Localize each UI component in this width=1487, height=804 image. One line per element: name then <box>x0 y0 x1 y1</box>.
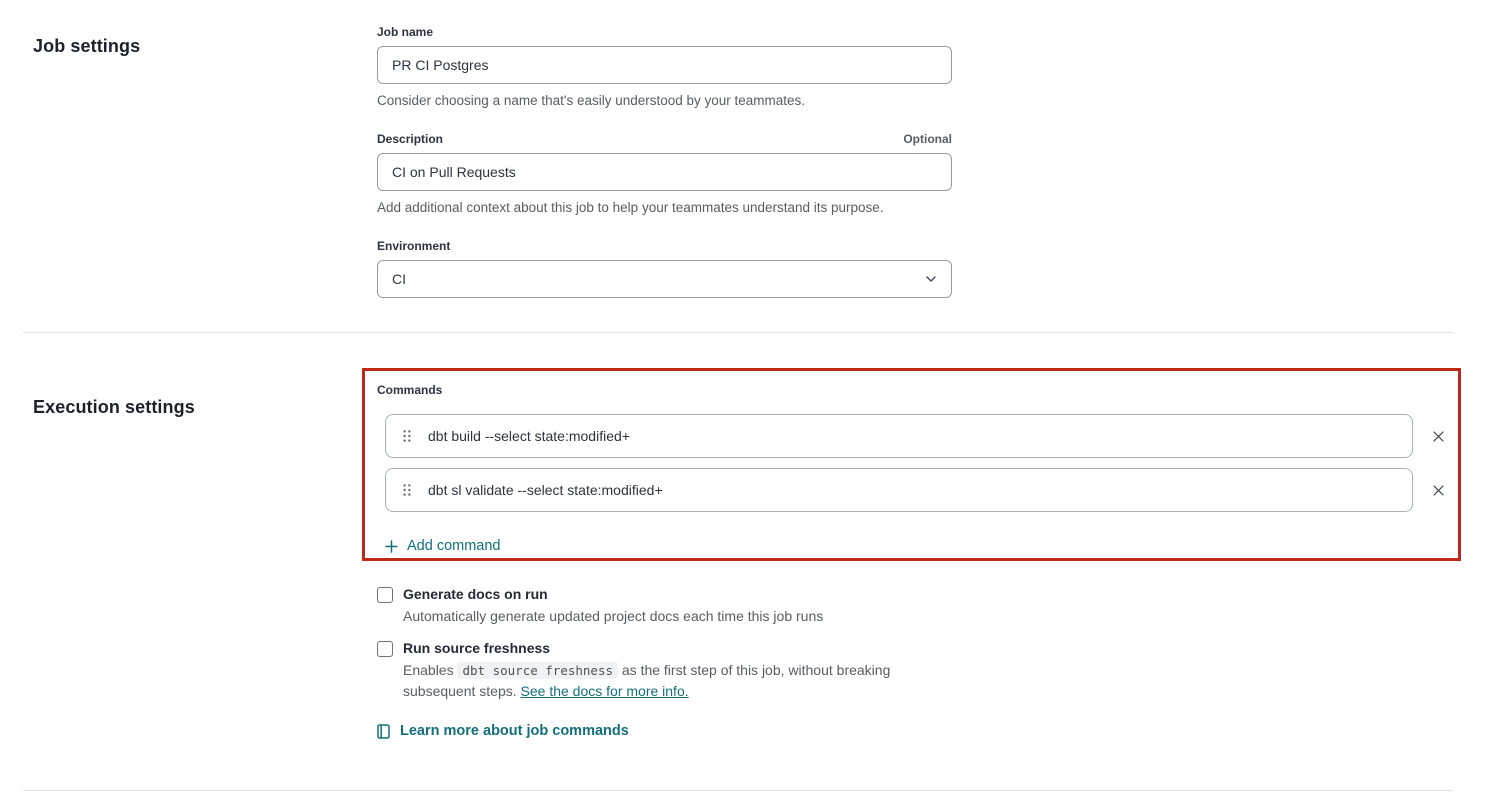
commands-highlight-box <box>362 368 1461 561</box>
description-field-group <box>377 132 952 217</box>
learn-more-link[interactable] <box>377 723 629 739</box>
command-row <box>385 414 1458 458</box>
book-icon <box>377 724 390 739</box>
add-command-label: Add command <box>407 538 501 554</box>
job-name-input[interactable] <box>377 46 952 84</box>
commands-label: Commands <box>377 383 443 397</box>
job-name-field-group <box>377 25 952 110</box>
description-helper: Add additional context about this job to help your teammates understand its purpose. <box>377 200 884 215</box>
remove-command-button[interactable] <box>1427 479 1449 501</box>
job-name-helper: Consider choosing a name that's easily understood by your teammates. <box>377 93 806 108</box>
environment-field-group <box>377 239 952 298</box>
section-divider-top <box>23 332 1453 333</box>
job-settings-title: Job settings <box>33 35 141 56</box>
generate-docs-description: Automatically generate updated project docs each time this job runs <box>403 608 824 624</box>
generate-docs-checkbox[interactable] <box>377 587 393 603</box>
generate-docs-row <box>377 585 963 626</box>
environment-label: Environment <box>377 239 451 253</box>
remove-command-button[interactable] <box>1427 425 1449 447</box>
command-text: dbt sl validate --select state:modified+ <box>428 482 663 498</box>
source-freshness-row <box>377 639 963 701</box>
source-freshness-text-before: Enables <box>403 662 458 678</box>
job-settings-form <box>377 25 952 320</box>
source-freshness-code: dbt source freshness <box>457 662 618 679</box>
close-icon <box>1431 483 1446 498</box>
chevron-down-icon <box>925 275 937 283</box>
generate-docs-label[interactable]: Generate docs on run <box>403 586 548 602</box>
drag-handle-icon[interactable] <box>400 427 414 445</box>
commands-list <box>377 414 1458 512</box>
source-freshness-description <box>403 660 963 701</box>
command-input[interactable] <box>385 468 1413 512</box>
add-command-button[interactable] <box>385 538 501 554</box>
plus-icon <box>385 540 398 553</box>
close-icon <box>1431 429 1446 444</box>
description-optional-tag: Optional <box>903 132 952 146</box>
source-freshness-checkbox[interactable] <box>377 641 393 657</box>
description-label: Description <box>377 132 444 146</box>
description-input[interactable] <box>377 153 952 191</box>
see-docs-link[interactable]: See the docs for more info. <box>520 683 689 699</box>
learn-more-label: Learn more about job commands <box>400 723 629 739</box>
job-name-label: Job name <box>377 25 434 39</box>
environment-select[interactable] <box>377 260 952 298</box>
command-input[interactable] <box>385 414 1413 458</box>
environment-selected-value: CI <box>392 271 406 287</box>
drag-handle-icon[interactable] <box>400 481 414 499</box>
source-freshness-label[interactable]: Run source freshness <box>403 640 551 656</box>
section-divider-bottom <box>23 790 1453 791</box>
execution-settings-title: Execution settings <box>33 396 195 417</box>
command-text: dbt build --select state:modified+ <box>428 428 630 444</box>
command-row <box>385 468 1458 512</box>
source-freshness-text-after: as the first step of this job, without breaking subsequent steps. <box>403 662 891 699</box>
